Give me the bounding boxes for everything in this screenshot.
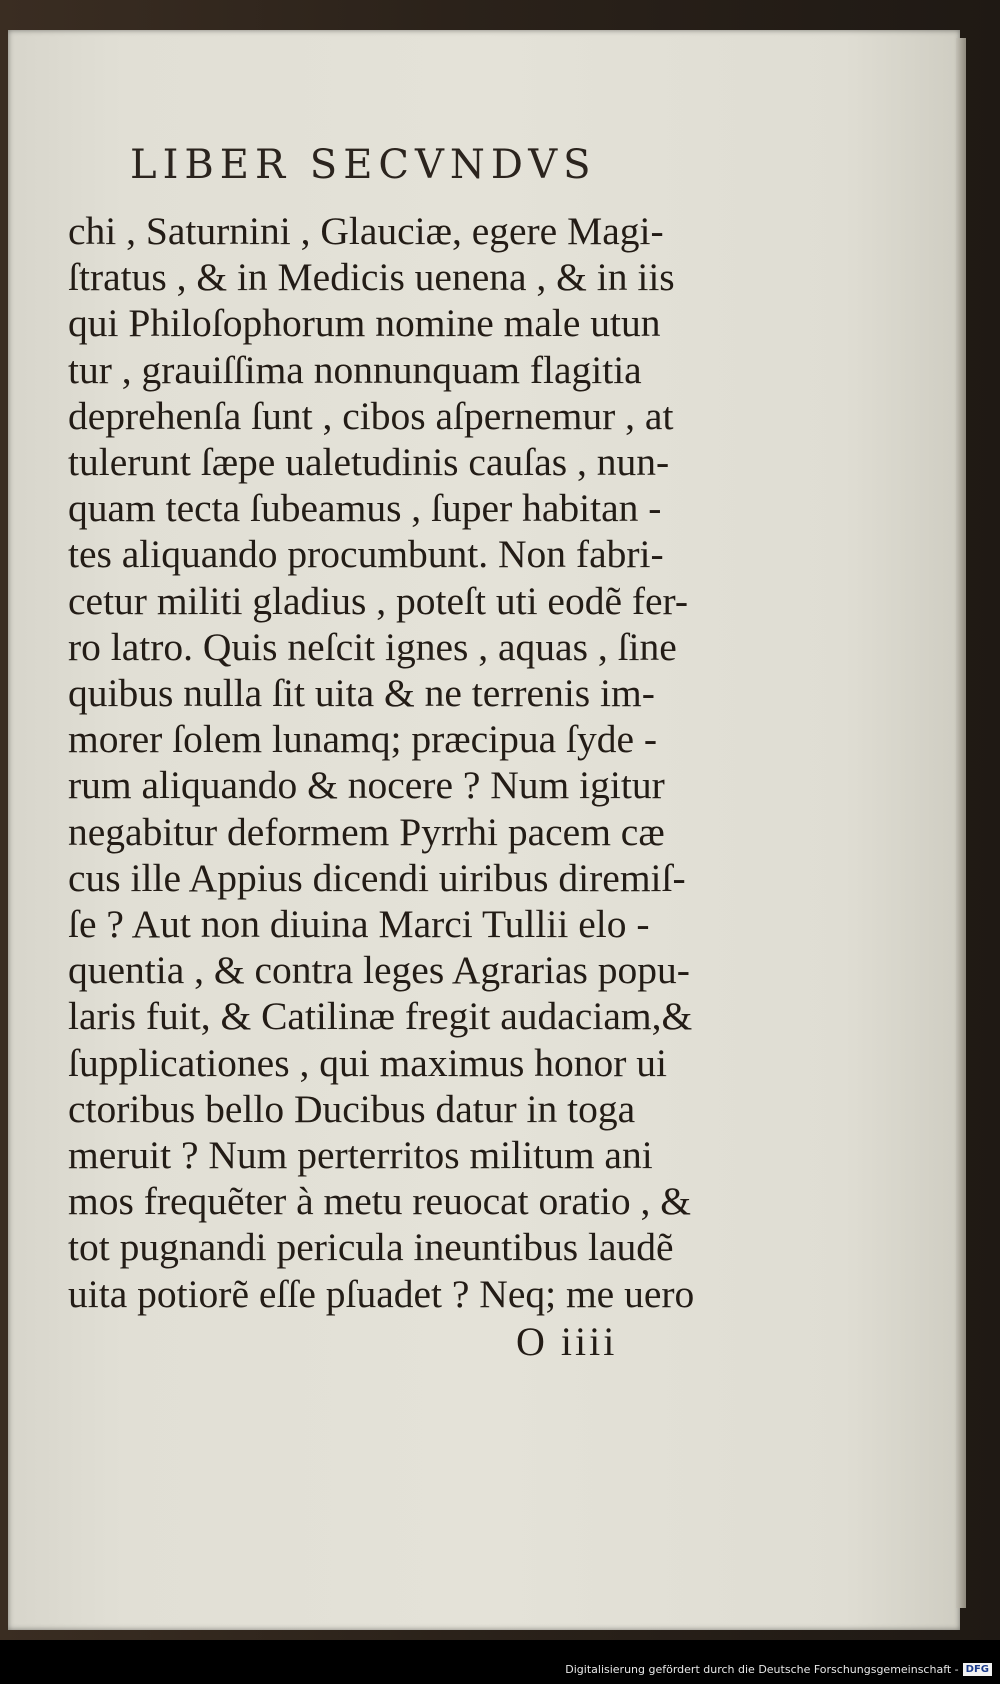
running-head: LIBER SECVNDVS xyxy=(130,142,597,188)
text-block xyxy=(68,208,708,1317)
text-line: tot pugnandi pericula ineuntibus laudẽ xyxy=(68,1225,674,1270)
signature-mark: O iiii xyxy=(516,1319,618,1364)
text-line: deprehenſa ſunt , cibos aſpernemur , at xyxy=(68,393,674,438)
text-line: negabitur deformem Pyrrhi pacem cæ xyxy=(68,809,665,854)
text-line: ro latro. Quis neſcit ignes , aquas , ſine xyxy=(68,624,677,669)
text-line: ſtratus , & in Medicis uenena , & in iis xyxy=(68,255,675,300)
text-line: uita potiorẽ eſſe pſuadet ? Neq; me uero xyxy=(68,1271,695,1316)
text-line: morer ſolem lunamq; præcipua ſyde - xyxy=(68,717,658,762)
text-line: quibus nulla ſit uita & ne terrenis im- xyxy=(68,671,655,716)
text-line: meruit ? Num perterritos militum ani xyxy=(68,1133,653,1178)
credit-text: Digitalisierung gefördert durch die Deutsche Forschungsgemeinschaft - xyxy=(565,1663,959,1676)
text-line: tes aliquando procumbunt. Non fabri- xyxy=(68,532,664,577)
text-line: ctoribus bello Ducibus datur in toga xyxy=(68,1086,636,1131)
text-line: ſupplicationes , qui maximus honor ui xyxy=(68,1040,668,1085)
dfg-logo: DFG xyxy=(963,1663,992,1676)
text-line: cus ille Appius dicendi uiribus diremiſ- xyxy=(68,855,686,900)
text-line: mos frequẽter à metu reuocat oratio , & xyxy=(68,1179,691,1224)
text-line: quentia , & contra leges Agrarias popu- xyxy=(68,948,690,993)
text-line: tulerunt ſæpe ualetudinis cauſas , nun- xyxy=(68,440,670,485)
text-line: qui Philoſophorum nomine male utun xyxy=(68,301,661,346)
text-line: chi , Saturnini , Glauciæ, egere Magi- xyxy=(68,209,664,253)
text-line: tur , grauiſſima nonnunquam flagitia xyxy=(68,347,642,392)
digitization-credit xyxy=(565,1663,992,1676)
text-line: cetur militi gladius , poteſt uti eodẽ fer- xyxy=(68,578,689,623)
text-line: quam tecta ſubeamus , ſuper habitan - xyxy=(68,486,662,531)
book-page xyxy=(8,30,960,1630)
text-line: ſe ? Aut non diuina Marci Tullii elo - xyxy=(68,902,650,947)
page-edge xyxy=(956,38,966,1608)
scan-bottom-strip xyxy=(0,1640,1000,1684)
text-line: rum aliquando & nocere ? Num igitur xyxy=(68,763,665,808)
text-line: laris fuit, & Catilinæ fregit audaciam,& xyxy=(68,994,693,1039)
